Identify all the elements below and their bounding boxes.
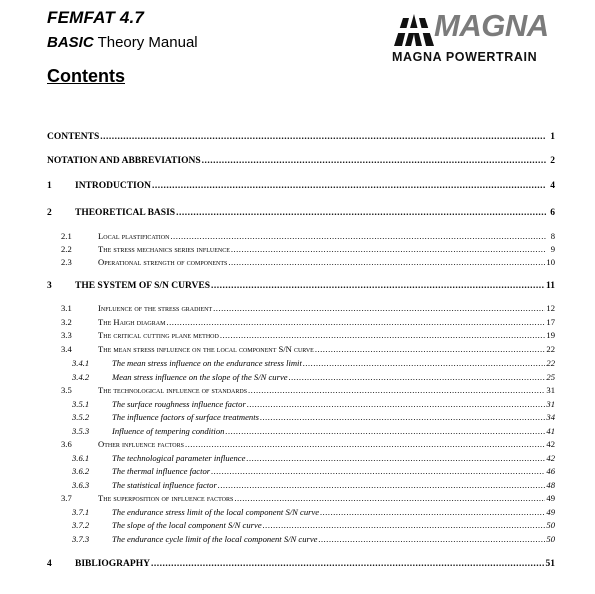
toc-entry[interactable] [0, 492, 595, 505]
toc-dot-leader [170, 230, 546, 243]
toc-dot-leader [185, 438, 545, 451]
toc-dot-leader [152, 180, 546, 193]
toc-entry-page: 49 [546, 493, 555, 503]
toc-entry-number: 3.5.1 [72, 399, 90, 409]
toc-entry-page: 51 [545, 559, 555, 569]
toc-entry-page: 49 [546, 507, 555, 517]
toc-entry-page: 6 [550, 208, 555, 218]
toc-entry-leader-line [112, 425, 555, 438]
toc-entry-leader-line [47, 131, 555, 144]
toc-entry-page: 11 [546, 281, 555, 291]
toc-entry-title: Influence of tempering condition [112, 426, 225, 436]
toc-entry-title: The slope of the local component S/N curve [112, 520, 262, 530]
toc-dot-leader [213, 302, 545, 315]
toc-entry[interactable] [0, 452, 595, 465]
toc-entry[interactable] [0, 438, 595, 451]
toc-dot-leader [260, 411, 545, 424]
toc-entry-number: 3.4.1 [72, 358, 90, 368]
toc-entry-number: 3.2 [61, 317, 72, 327]
toc-dot-leader [220, 329, 546, 342]
subtitle-rest: Theory Manual [93, 34, 198, 51]
toc-entry-title: The thermal influence factor [112, 466, 211, 476]
toc-entry-title: The endurance stress limit of the local component S/N curve [112, 507, 320, 517]
toc-entry-title: The endurance cycle limit of the local component S/N curve [112, 534, 318, 544]
toc-entry-title: The surface roughness influence factor [112, 399, 246, 409]
toc-entry-page: 48 [546, 480, 555, 490]
toc-entry-number: 3.4.2 [72, 372, 90, 382]
toc-dot-leader [246, 452, 545, 465]
toc-entry-page: 42 [546, 439, 555, 449]
toc-entry-leader-line [98, 302, 555, 315]
toc-entry-page: 34 [546, 412, 555, 422]
toc-entry-title: INTRODUCTION [75, 181, 152, 191]
toc-entry-number: 3.5 [61, 385, 72, 395]
toc-entry-leader-line [98, 316, 555, 329]
toc-entry-number: 3.7.1 [72, 507, 90, 517]
toc-entry-page: 50 [546, 520, 555, 530]
subtitle-bold: BASIC [47, 34, 94, 51]
toc-entry-title: The mean stress influence on the endurance stress limit [112, 358, 302, 368]
toc-dot-leader [151, 558, 545, 571]
toc-entry-page: 25 [546, 372, 555, 382]
toc-entry[interactable] [0, 256, 595, 269]
toc-entry-number: 3.6.1 [72, 453, 90, 463]
toc-dot-leader [263, 519, 546, 532]
toc-entry-number: 3.1 [61, 303, 72, 313]
toc-entry-number: 2.2 [61, 244, 72, 254]
toc-entry-title: THEORETICAL BASIS [75, 208, 176, 218]
toc-entry[interactable] [0, 533, 595, 546]
toc-entry[interactable] [0, 398, 595, 411]
toc-entry-title: Influence of the stress gradient [98, 303, 213, 313]
toc-entry[interactable] [0, 155, 595, 168]
toc-entry-number: 3.6 [61, 439, 72, 449]
toc-entry-leader-line [75, 180, 555, 193]
toc-entry[interactable] [0, 371, 595, 384]
toc-entry[interactable] [0, 357, 595, 370]
toc-entry-number: 3.7.2 [72, 520, 90, 530]
toc-entry-page: 2 [550, 156, 555, 166]
toc-entry[interactable] [0, 230, 595, 243]
toc-entry-number: 3.7 [61, 493, 72, 503]
toc-entry-leader-line [112, 506, 555, 519]
toc-entry-leader-line [75, 558, 555, 571]
toc-entry[interactable] [0, 316, 595, 329]
toc-entry-number: 3.7.3 [72, 534, 90, 544]
toc-dot-leader [211, 280, 545, 293]
toc-entry-title: The mean stress influence on the local component S/N curve [98, 344, 314, 354]
toc-entry-number: 3.6.2 [72, 466, 90, 476]
toc-dot-leader [248, 384, 545, 397]
toc-entry-leader-line [98, 438, 555, 451]
toc-dot-leader [202, 155, 546, 168]
magna-logo [392, 8, 557, 70]
toc-entry-page: 19 [546, 330, 555, 340]
toc-entry-leader-line [75, 280, 555, 293]
toc-entry[interactable] [0, 280, 595, 293]
toc-entry-leader-line [112, 533, 555, 546]
toc-dot-leader [231, 243, 546, 256]
toc-dot-leader [289, 371, 546, 384]
toc-entry-page: 31 [546, 399, 555, 409]
toc-entry-title: NOTATION AND ABBREVIATIONS [47, 156, 201, 166]
toc-entry-page: 41 [546, 426, 555, 436]
toc-entry[interactable] [0, 411, 595, 424]
toc-entry-leader-line [98, 230, 555, 243]
toc-entry-page: 22 [546, 358, 555, 368]
toc-entry[interactable] [0, 425, 595, 438]
magna-emblem-icon [392, 10, 436, 48]
toc-entry-leader-line [98, 492, 555, 505]
toc-entry-title: BIBLIOGRAPHY [75, 559, 150, 569]
toc-entry[interactable] [0, 343, 595, 356]
toc-entry-number: 1 [47, 181, 52, 191]
toc-dot-leader [228, 256, 545, 269]
toc-entry-page: 50 [546, 534, 555, 544]
toc-entry-title: Mean stress influence on the slope of the S/N curve [112, 372, 288, 382]
toc-entry-page: 31 [546, 385, 555, 395]
contents-heading: Contents [47, 66, 125, 86]
toc-dot-leader [100, 131, 546, 144]
logo-brand: MAGNA [434, 8, 549, 43]
toc-dot-leader [166, 316, 545, 329]
toc-entry-page: 4 [550, 181, 555, 191]
toc-entry[interactable] [0, 519, 595, 532]
toc-dot-leader [320, 506, 545, 519]
toc-entry-leader-line [98, 384, 555, 397]
toc-entry-leader-line [98, 329, 555, 342]
toc-entry-title: The influence factors of surface treatments [112, 412, 259, 422]
toc-dot-leader [218, 479, 546, 492]
toc-entry-page: 46 [546, 466, 555, 476]
toc-entry-title: The statistical influence factor [112, 480, 217, 490]
toc-entry-number: 2.3 [61, 257, 72, 267]
toc-entry-title: The Haigh diagram [98, 317, 166, 327]
toc-entry-leader-line [112, 465, 555, 478]
document-title: FEMFAT 4.7 [47, 8, 145, 27]
toc-entry[interactable] [0, 506, 595, 519]
toc-dot-leader [318, 533, 545, 546]
toc-entry[interactable] [0, 207, 595, 220]
toc-entry-number: 2.1 [61, 231, 72, 241]
toc-entry-leader-line [98, 343, 555, 356]
toc-entry-leader-line [98, 256, 555, 269]
toc-entry-title: Operational strength of components [98, 257, 228, 267]
toc-entry-number: 3.6.3 [72, 480, 90, 490]
toc-entry-number: 3.4 [61, 344, 72, 354]
toc-entry-title: The stress mechanics series influence [98, 244, 230, 254]
toc-entry-number: 3.5.3 [72, 426, 90, 436]
toc-entry[interactable] [0, 131, 595, 144]
toc-entry-leader-line [112, 452, 555, 465]
toc-entry-title: THE SYSTEM OF S/N CURVES [75, 281, 210, 291]
toc-entry-leader-line [112, 479, 555, 492]
toc-entry[interactable] [0, 329, 595, 342]
toc-entry[interactable] [0, 479, 595, 492]
toc-entry-page: 22 [546, 344, 555, 354]
toc-entry-leader-line [75, 207, 555, 220]
toc-entry-title: The technological parameter influence [112, 453, 246, 463]
toc-dot-leader [234, 492, 545, 505]
toc-entry-leader-line [112, 519, 555, 532]
toc-entry-leader-line [47, 155, 555, 168]
toc-dot-leader [176, 207, 546, 220]
toc-dot-leader [211, 465, 545, 478]
toc-entry-title: Other influence factors [98, 439, 184, 449]
toc-entry-title: The technological influence of standards [98, 385, 248, 395]
toc-entry-number: 3 [47, 281, 52, 291]
toc-entry-leader-line [112, 371, 555, 384]
document-subtitle [47, 34, 198, 51]
toc-dot-leader [315, 343, 546, 356]
toc-entry[interactable] [0, 558, 595, 571]
toc-entry-leader-line [98, 243, 555, 256]
toc-entry-number: 3.5.2 [72, 412, 90, 422]
toc-entry-title: The critical cutting plane method [98, 330, 219, 340]
toc-entry-page: 9 [550, 244, 555, 254]
logo-tagline: MAGNA POWERTRAIN [392, 50, 538, 64]
toc-entry-page: 42 [546, 453, 555, 463]
toc-entry-leader-line [112, 357, 555, 370]
toc-dot-leader [225, 425, 545, 438]
toc-entry-page: 1 [550, 132, 555, 142]
toc-dot-leader [247, 398, 546, 411]
toc-entry-page: 8 [550, 231, 555, 241]
toc-entry-leader-line [112, 398, 555, 411]
toc-entry[interactable] [0, 302, 595, 315]
toc-entry[interactable] [0, 180, 595, 193]
toc-entry-page: 12 [546, 303, 555, 313]
toc-entry-title: CONTENTS [47, 132, 100, 142]
toc-entry-page: 10 [546, 257, 555, 267]
toc-entry-leader-line [112, 411, 555, 424]
toc-entry-number: 2 [47, 208, 52, 218]
toc-entry[interactable] [0, 243, 595, 256]
toc-entry-page: 17 [546, 317, 555, 327]
toc-entry-title: Local plastification [98, 231, 170, 241]
toc-entry-title: The superposition of influence factors [98, 493, 234, 503]
toc-entry[interactable] [0, 465, 595, 478]
toc-dot-leader [303, 357, 546, 370]
toc-entry-number: 4 [47, 559, 52, 569]
toc-entry-number: 3.3 [61, 330, 72, 340]
toc-entry[interactable] [0, 384, 595, 397]
